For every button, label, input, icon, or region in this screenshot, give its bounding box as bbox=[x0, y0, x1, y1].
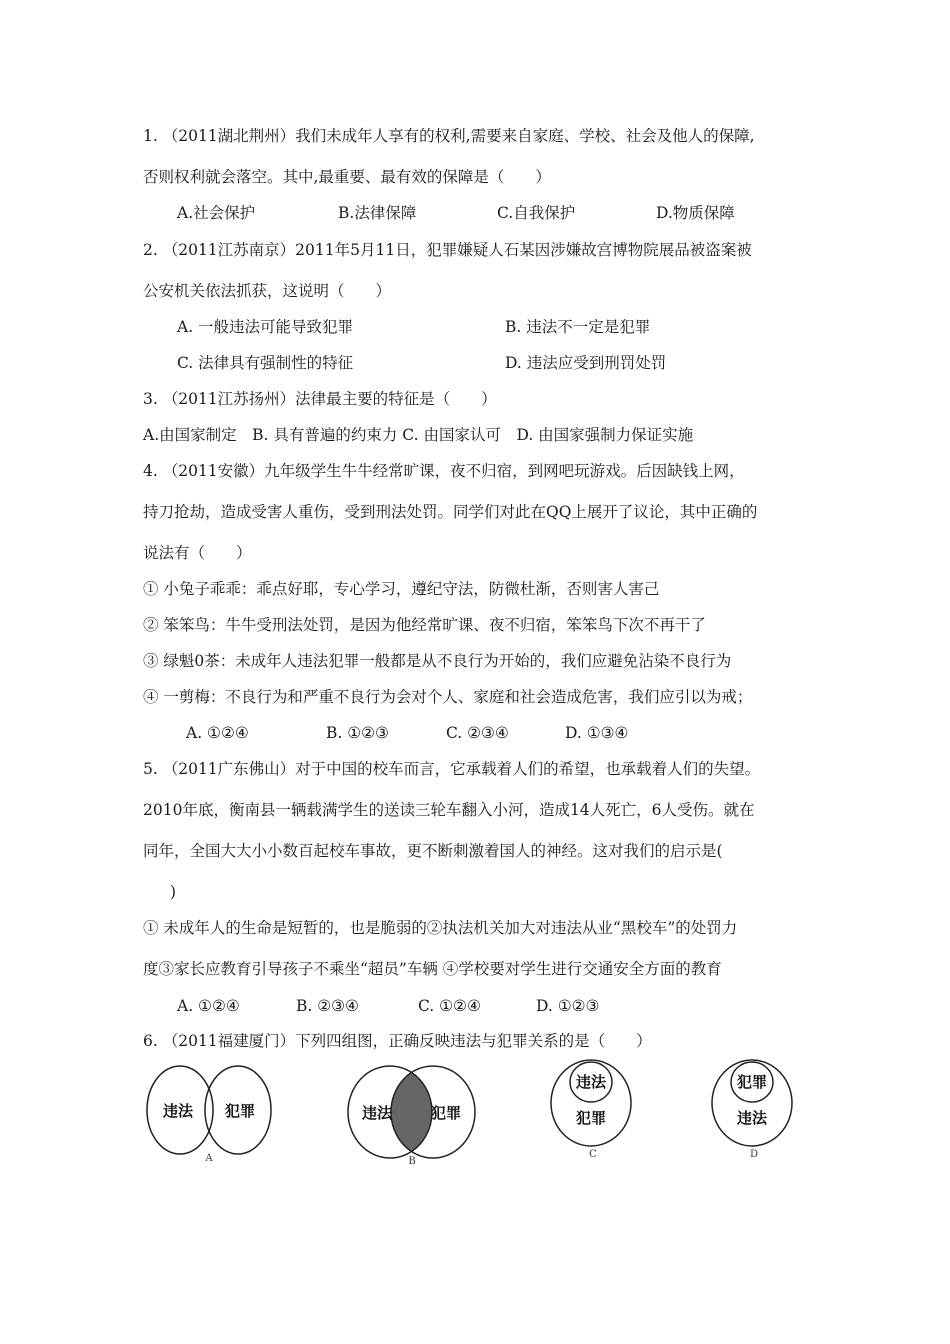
q5-line4: ) bbox=[170, 883, 177, 901]
venn-diagram-d bbox=[706, 1058, 806, 1163]
venn-d-caption: D bbox=[749, 1149, 759, 1160]
venn-diagram-a bbox=[140, 1060, 280, 1165]
q1-option-a: A.社会保护 bbox=[177, 204, 256, 222]
venn-c-inner-label: 违法 bbox=[575, 1073, 607, 1091]
q5-line6: 度③家长应教育引导孩子不乘坐“超员”车辆 ④学校要对学生进行交通安全方面的教育 bbox=[143, 960, 722, 978]
q5-option-b: B. ②③④ bbox=[296, 997, 359, 1015]
q4-item-3: ③ 绿魁0茶：未成年人违法犯罪一般都是从不良行为开始的，我们应避免沾染不良行为 bbox=[143, 652, 732, 670]
q5-option-c: C. ①②④ bbox=[418, 997, 481, 1015]
q4-option-c: C. ②③④ bbox=[446, 724, 509, 742]
q4-item-4: ④ 一剪梅：不良行为和严重不良行为会对个人、家庭和社会造成危害，我们应引以为戒； bbox=[143, 688, 753, 706]
q6-line1: 6. （2011福建厦门）下列四组图，正确反映违法与犯罪关系的是（ ） bbox=[143, 1032, 652, 1050]
venn-b-left-label: 违法 bbox=[361, 1104, 393, 1122]
venn-diagram-b bbox=[345, 1060, 485, 1165]
q5-line5: ① 未成年人的生命是短暂的，也是脆弱的②执法机关加大对违法从业“黑校车”的处罚力 bbox=[143, 919, 738, 937]
venn-diagram-c bbox=[545, 1058, 645, 1163]
q3-line1: 3. （2011江苏扬州）法律最主要的特征是（ ） bbox=[143, 390, 497, 408]
venn-d-inner-label: 犯罪 bbox=[736, 1073, 768, 1091]
q5-option-d: D. ①②③ bbox=[536, 997, 600, 1015]
q4-option-a: A. ①②④ bbox=[186, 724, 249, 742]
q4-line1: 4. （2011安徽）九年级学生牛牛经常旷课，夜不归宿，到网吧玩游戏。后因缺钱上网， bbox=[143, 462, 745, 480]
venn-c-outer-label: 犯罪 bbox=[575, 1109, 607, 1127]
venn-b-caption: B bbox=[408, 1156, 416, 1167]
q1-line1: 1. （2011湖北荆州）我们未成年人享有的权利,需要来自家庭、学校、社会及他人的保障, bbox=[143, 127, 755, 145]
q5-line2: 2010年底，衡南县一辆载满学生的送读三轮车翻入小河，造成14人死亡，6人受伤。就在 bbox=[143, 801, 755, 819]
q3-options-line: A.由国家制定 B. 具有普遍的约束力 C. 由国家认可 D. 由国家强制力保证实施 bbox=[143, 426, 694, 444]
q2-option-c: C. 法律具有强制性的特征 bbox=[177, 354, 354, 372]
q4-item-2: ② 笨笨鸟：牛牛受刑法处罚，是因为他经常旷课、夜不归宿，笨笨鸟下次不再干了 bbox=[143, 616, 706, 634]
q2-option-d: D. 违法应受到刑罚处罚 bbox=[505, 354, 667, 372]
q2-line2: 公安机关依法抓获，这说明（ ） bbox=[143, 282, 392, 300]
q1-option-b: B.法律保障 bbox=[338, 204, 417, 222]
venn-b-right-label: 犯罪 bbox=[430, 1104, 462, 1122]
venn-a-caption: A bbox=[205, 1153, 213, 1164]
q5-option-a: A. ①②④ bbox=[177, 997, 240, 1015]
q1-option-d: D.物质保障 bbox=[656, 204, 735, 222]
q4-line3: 说法有（ ） bbox=[143, 544, 252, 562]
q4-option-d: D. ①③④ bbox=[565, 724, 629, 742]
q1-line2: 否则权利就会落空。其中,最重要、最有效的保障是（ ） bbox=[143, 168, 551, 186]
venn-c-caption: C bbox=[589, 1149, 597, 1160]
q5-line3: 同年，全国大大小小数百起校车事故，更不断刺激着国人的神经。这对我们的启示是( bbox=[143, 842, 723, 860]
q2-option-a: A. 一般违法可能导致犯罪 bbox=[177, 318, 354, 336]
venn-d-outer-label: 违法 bbox=[736, 1109, 768, 1127]
q5-line1: 5. （2011广东佛山）对于中国的校车而言，它承载着人们的希望，也承载着人们的失望。 bbox=[143, 760, 761, 778]
venn-a-left-label: 违法 bbox=[162, 1102, 194, 1120]
q2-line1: 2. （2011江苏南京）2011年5月11日，犯罪嫌疑人石某因涉嫌故宫博物院展品被盗案被 bbox=[143, 241, 752, 259]
venn-a-right-label: 犯罪 bbox=[224, 1102, 256, 1120]
q2-option-b: B. 违法不一定是犯罪 bbox=[505, 318, 651, 336]
q4-item-1: ① 小兔子乖乖：乖点好耶，专心学习，遵纪守法，防微杜渐，否则害人害己 bbox=[143, 580, 660, 598]
q1-option-c: C.自我保护 bbox=[497, 204, 576, 222]
q4-option-b: B. ①②③ bbox=[326, 724, 389, 742]
q4-line2: 持刀抢劫，造成受害人重伤，受到刑法处罚。同学们对此在QQ上展开了议论，其中正确的 bbox=[143, 503, 758, 521]
